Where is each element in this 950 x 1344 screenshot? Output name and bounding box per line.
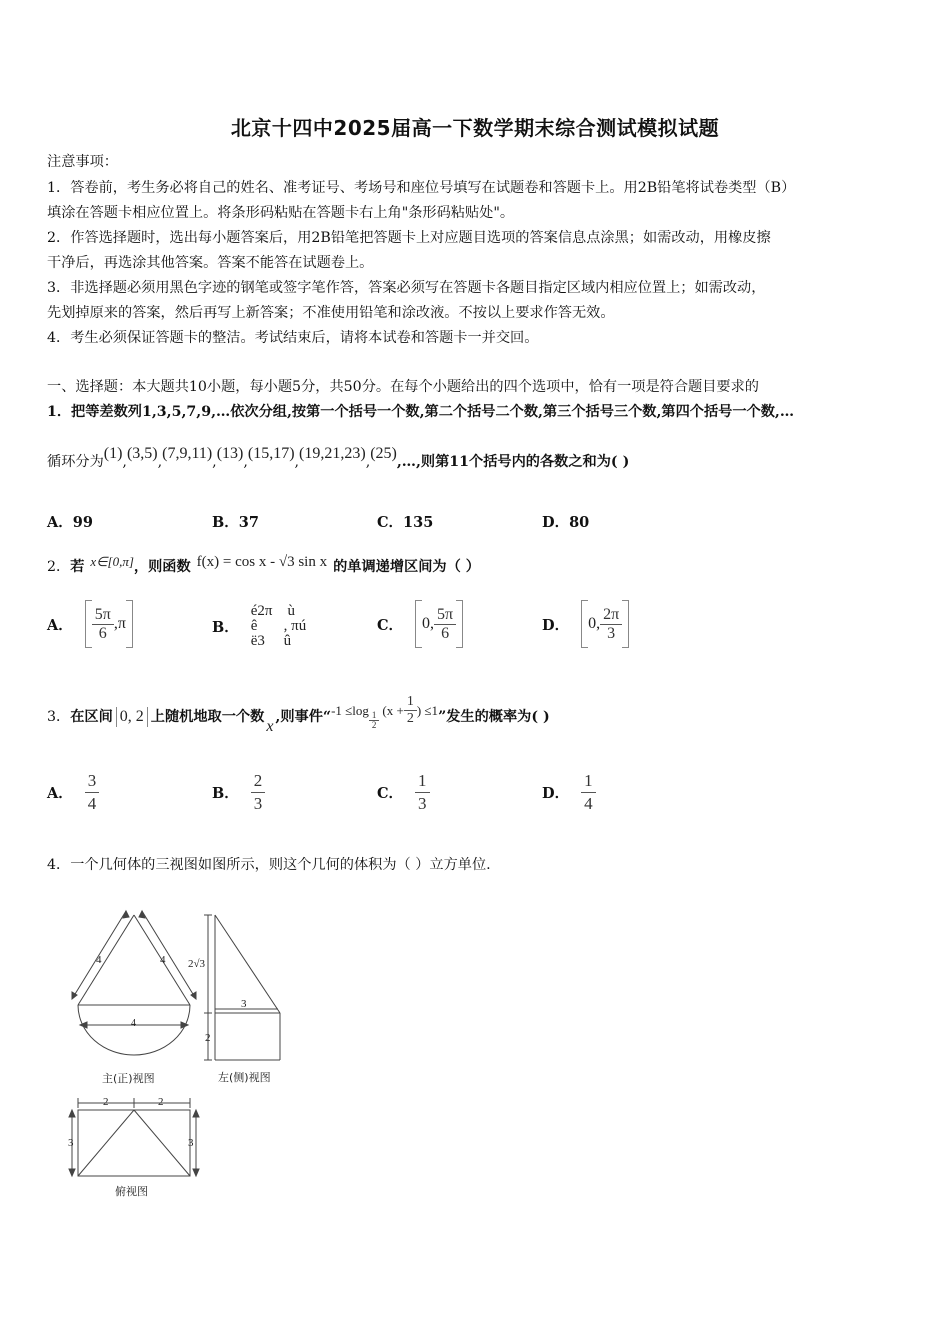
notice-line: 2．作答选择题时，选出每小题答案后，用2B铅笔把答题卡上对应题目选项的答案信息点涂黑；如需改动，用橡皮擦 <box>47 230 771 246</box>
side-view <box>204 915 280 1060</box>
fraction: $\frac{3}{4}$ <box>85 770 100 815</box>
q1-group: (3,5) <box>126 445 158 462</box>
q1-prefix: 循环分为 <box>47 454 104 470</box>
q3-interval: 0, 2 <box>116 707 148 727</box>
side-label: 2√3 <box>188 958 206 970</box>
q3-tail: ”发生的概率为( ) <box>438 708 550 725</box>
side-label: 2 <box>205 1032 211 1044</box>
notice-line: 干净后，再选涂其他答案。答案不能答在试题卷上。 <box>47 255 374 271</box>
page-title: 北京十四中2025届高一下数学期末综合测试模拟试题 <box>230 116 720 140</box>
q2-mid: ，则函数 <box>133 559 191 575</box>
fraction: $\frac{5\pi}{6}$ <box>92 606 114 643</box>
q4-stem: 4．一个几何体的三视图如图所示，则这个几何的体积为（ ）立方单位. <box>47 857 491 873</box>
q2-option-c[interactable]: C． 0, $\frac{5\pi}{6}$ <box>377 600 463 648</box>
q3-mid2: ,则事件“ <box>275 708 332 725</box>
side-caption: 左(侧)视图 <box>218 1071 271 1084</box>
q3-option-b[interactable]: B． $\frac{2}{3}$ <box>212 770 265 815</box>
front-label: 4 <box>96 954 102 966</box>
fraction: $\frac{5\pi}{6}$ <box>434 606 456 643</box>
fraction: $\frac{2}{3}$ <box>251 770 266 815</box>
top-label: 2 <box>103 1096 109 1108</box>
q1-stem-line2: 循环分为 (1) , (3,5) , (7,9,11) , (13) , (15,17) , (19,21,23) , (25) ,…,则第11个括号内的各数之和为( ) <box>47 445 630 470</box>
q3-event: -1 ≤log $\frac{1}{2}$ (x + $\frac{1}{2}$ ) ≤1 <box>331 694 439 730</box>
q3-pre: 在区间 <box>70 708 113 725</box>
q3-number: 3． <box>47 708 71 725</box>
q1-group: (25) <box>370 445 397 462</box>
q3-mid: 上随机地取一个数 <box>150 708 265 725</box>
q2-option-d[interactable]: D． 0, $\frac{2\pi}{3}$ <box>542 600 629 648</box>
q2-ruo: 若 <box>70 559 85 575</box>
q2-function: f(x) = cos x - √3 sin x <box>196 554 328 570</box>
q2-domain: x∈[0,π] <box>90 554 134 569</box>
side-label: 3 <box>241 998 247 1010</box>
q1-group: (1) <box>103 445 123 462</box>
q1-stem: 1．把等差数列1,3,5,7,9,…依次分组,按第一个括号一个数,第二个括号二个数,第三个括号三个数,第四个括号一个数,… <box>47 404 795 420</box>
top-label: 2 <box>158 1096 164 1108</box>
q1-option-c[interactable]: C．135 <box>377 514 434 531</box>
q1-group: (19,21,23) <box>299 445 366 462</box>
q3-stem <box>47 694 550 735</box>
notice-line: 填涂在答题卡相应位置上。将条形码粘贴在答题卡右上角"条形码粘贴处"。 <box>47 205 515 221</box>
q1-option-d[interactable]: D．80 <box>542 514 590 531</box>
q2-number: 2． <box>47 559 71 575</box>
top-view <box>69 1098 199 1176</box>
q1-group: (7,9,11) <box>162 445 213 462</box>
fraction: $\frac{1}{4}$ <box>581 770 596 815</box>
front-label: 4 <box>160 954 166 966</box>
q2-stem <box>47 552 480 577</box>
q1-option-b[interactable]: B．37 <box>212 514 259 531</box>
notice-line: 3．非选择题必须用黑色字迹的钢笔或签字笔作答，答案必须写在答题卡各题目指定区域内相应位置上；如需改动， <box>47 280 766 296</box>
front-caption: 主(正)视图 <box>102 1072 155 1085</box>
q3-option-a[interactable]: A． $\frac{3}{4}$ <box>47 770 99 815</box>
q1-suffix: ,…,则第11个括号内的各数之和为( ) <box>396 454 630 470</box>
notice-line: 1．答卷前，考生务必将自己的姓名、准考证号、考场号和座位号填写在试题卷和答题卡上。用2B铅笔将试卷类型（B） <box>47 180 796 196</box>
three-view-figure <box>60 905 300 1205</box>
front-view <box>72 911 196 1055</box>
section-heading: 一、选择题：本大题共10小题，每小题5分，共50分。在每个小题给出的四个选项中，恰有一项是符合题目要求的 <box>47 379 759 395</box>
notice-line: 4．考生必须保证答题卡的整洁。考试结束后，请将本试卷和答题卡一并交回。 <box>47 330 539 346</box>
notice-line: 先划掉原来的答案，然后再写上新答案；不准使用铅笔和涂改液。不按以上要求作答无效。 <box>47 305 615 321</box>
q1-option-a[interactable]: A．99 <box>47 514 93 531</box>
fraction: $\frac{1}{3}$ <box>415 770 430 815</box>
top-caption: 俯视图 <box>115 1185 148 1198</box>
top-label: 3 <box>188 1137 194 1149</box>
top-label: 3 <box>68 1137 74 1149</box>
q2-option-a[interactable]: A． $\frac{5\pi}{6}$ ,π <box>47 600 133 648</box>
q3-variable: x <box>266 717 274 735</box>
q3-option-d[interactable]: D． $\frac{1}{4}$ <box>542 770 596 815</box>
q2-tail: 的单调递增区间为（ ） <box>333 559 480 575</box>
fraction: $\frac{2\pi}{3}$ <box>600 606 622 643</box>
q1-group: (13) <box>216 445 244 462</box>
notice-heading: 注意事项： <box>47 154 118 170</box>
front-label: 4 <box>131 1018 136 1029</box>
q1-group: (15,17) <box>247 445 295 462</box>
q2-option-b[interactable]: B． é2π ù ê , πú ë3 û <box>212 603 307 649</box>
q3-option-c[interactable]: C． $\frac{1}{3}$ <box>377 770 430 815</box>
